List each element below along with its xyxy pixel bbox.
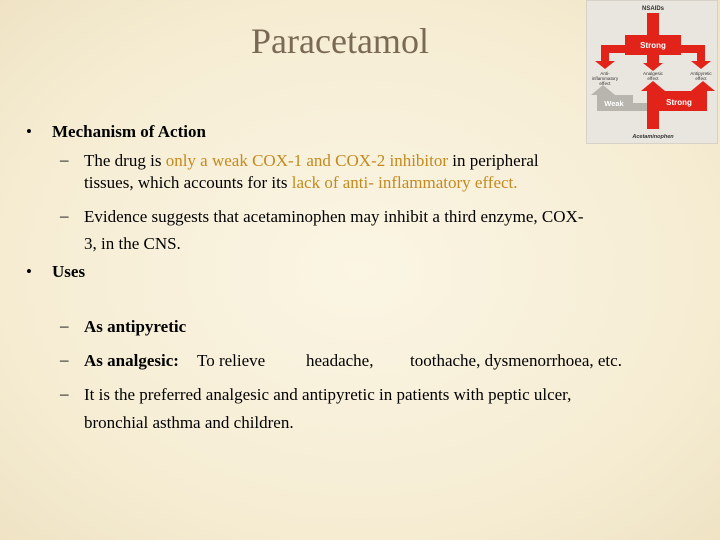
weak-stem xyxy=(633,103,647,111)
uses-item3-line2: bronchial asthma and children. xyxy=(84,413,294,432)
label-strong-bottom: Strong xyxy=(666,98,692,107)
highlight-weak-inhibitor: only a weak COX-1 and COX-2 inhibitor xyxy=(165,151,449,170)
label-anti-1: Anti- xyxy=(600,71,610,76)
uses-item2-label: As analgesic: xyxy=(84,351,179,370)
mech-item1-line1: The drug is only a weak COX-1 and COX-2 inhibitor in peripheral xyxy=(84,151,539,170)
dash-uses-3: – xyxy=(60,384,69,403)
label-anti-3: effect xyxy=(599,81,611,86)
weak-arrowhead xyxy=(591,85,615,95)
heading-mechanism: Mechanism of Action xyxy=(52,122,206,141)
bullet-mechanism: • xyxy=(26,122,32,141)
mech-item2-line2: 3, in the CNS. xyxy=(84,234,181,253)
branch-right xyxy=(681,45,705,61)
label-nsaids: NSAIDs xyxy=(641,6,665,12)
label-acetaminophen: Acetaminophen xyxy=(632,134,674,140)
strong-arrowhead-right xyxy=(691,81,715,91)
label-antipyretic-2: effect xyxy=(695,76,707,81)
branch-left xyxy=(601,45,625,61)
branch-center xyxy=(647,55,659,63)
arrowhead-right xyxy=(691,61,711,69)
bullet-uses: • xyxy=(26,262,32,281)
dash-mech-2: – xyxy=(60,206,69,225)
label-anti-2: inflammatory xyxy=(591,76,619,81)
arrowhead-left xyxy=(595,61,615,69)
uses-item2-text1: To relieve xyxy=(197,351,266,370)
label-analgesic-1: Analgesic xyxy=(643,71,663,76)
arrowhead-center xyxy=(643,63,663,71)
label-weak: Weak xyxy=(604,99,624,108)
label-strong-top: Strong xyxy=(640,41,666,50)
uses-item2-text3: toothache, dysmenorrhoea, etc. xyxy=(410,351,622,370)
strong-arrowhead-center xyxy=(641,81,665,91)
uses-item1: As antipyretic xyxy=(84,317,187,336)
nsaid-stem xyxy=(647,13,659,37)
dash-mech-1: – xyxy=(60,150,69,169)
dash-uses-1: – xyxy=(60,316,69,335)
mech-item2-line1: Evidence suggests that acetaminophen may inhibit a third enzyme, COX- xyxy=(84,207,584,226)
label-analgesic-2: effect xyxy=(647,76,659,81)
nsaid-vs-acetaminophen-diagram xyxy=(586,0,718,144)
dash-uses-2: – xyxy=(60,350,69,369)
heading-uses: Uses xyxy=(52,262,86,281)
page-title: Paracetamol xyxy=(251,21,429,61)
label-antipyretic-1: Antipyretic xyxy=(690,71,712,76)
uses-item2-text2: headache, xyxy=(306,351,374,370)
uses-item3-line1: It is the preferred analgesic and antipyretic in patients with peptic ulcer, xyxy=(84,385,572,404)
acetaminophen-stem xyxy=(647,111,659,129)
highlight-lack-anti-inflammatory: lack of anti- inflammatory effect. xyxy=(291,173,518,192)
mech-item1-line2: tissues, which accounts for its lack of anti- inflammatory effect. xyxy=(84,173,518,192)
